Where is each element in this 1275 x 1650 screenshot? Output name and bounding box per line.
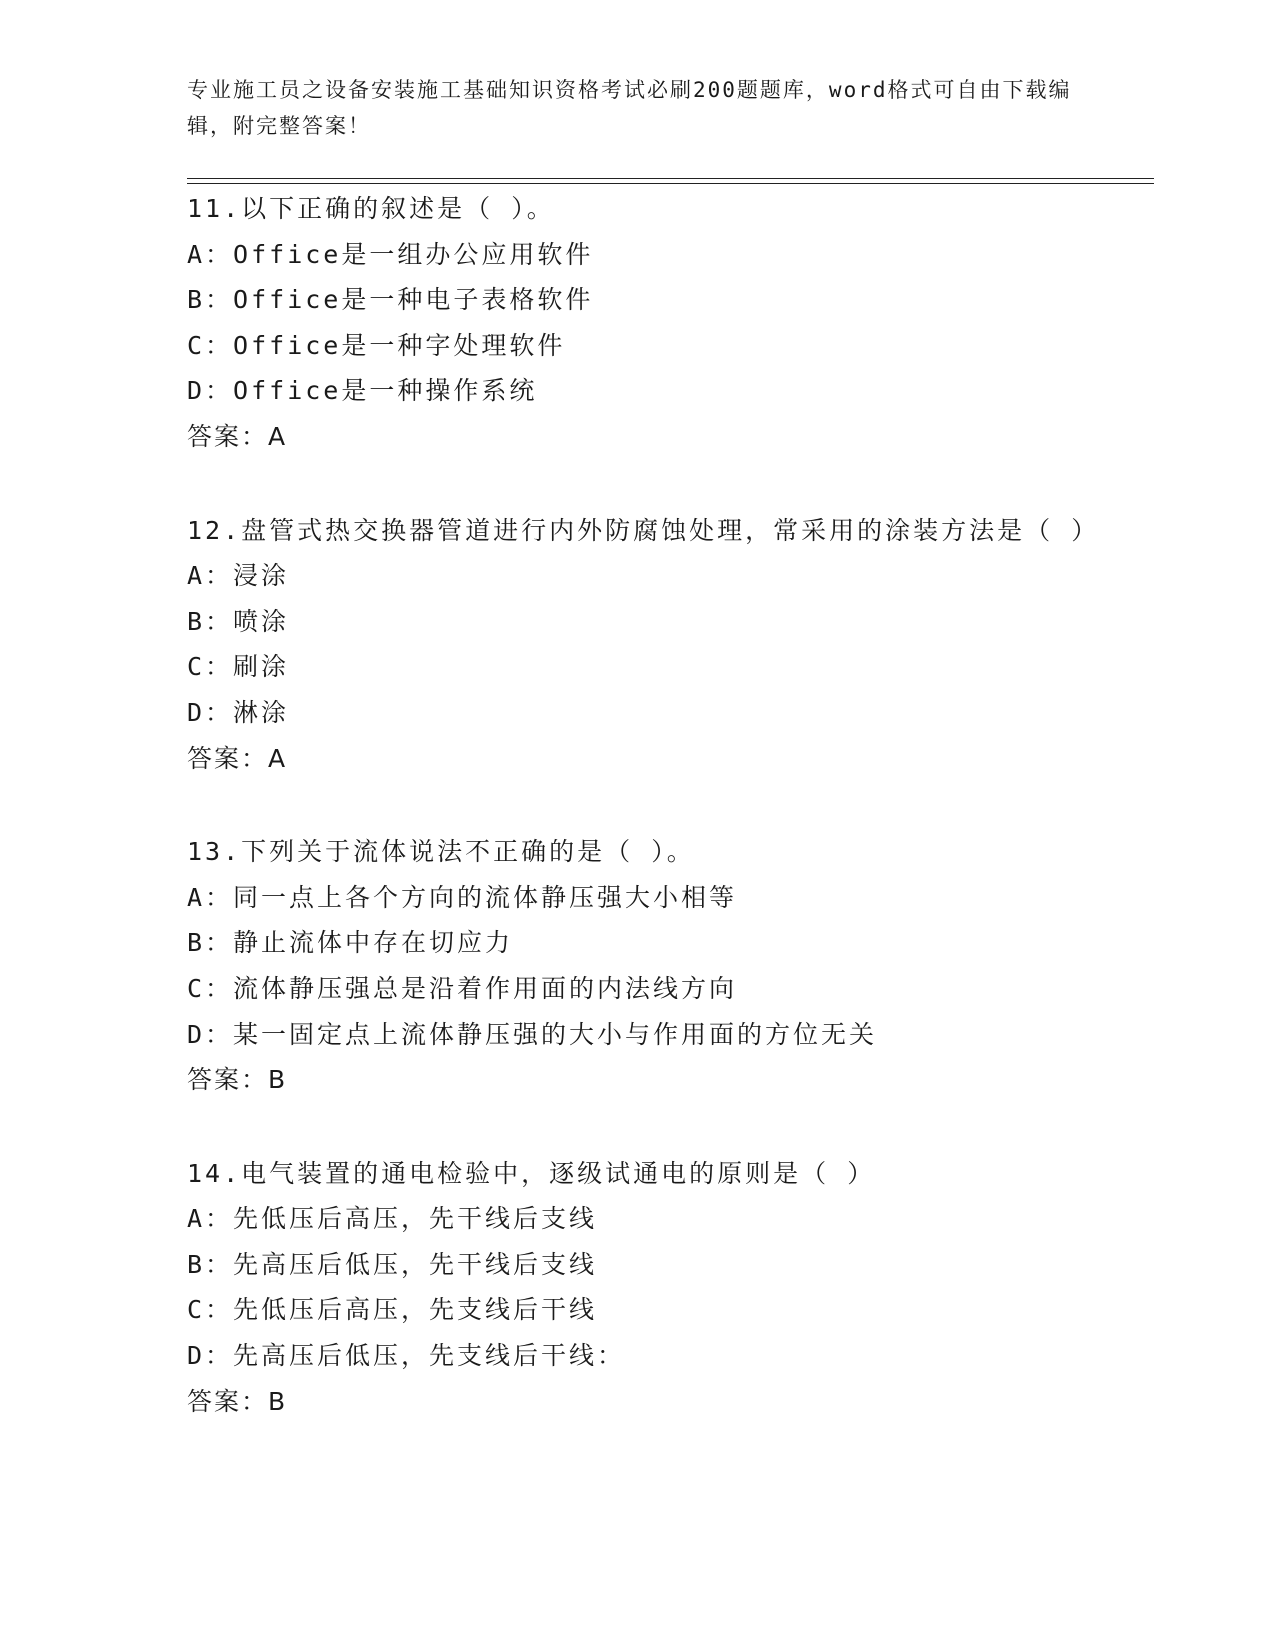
question-block	[187, 829, 1087, 1103]
question-block	[187, 1151, 1087, 1425]
answer-line: 答案：A	[187, 421, 288, 451]
answer-line: 答案：A	[187, 743, 288, 773]
option-c: C：流体静压强总是沿着作用面的内法线方向	[187, 973, 738, 1003]
header-divider	[187, 183, 1154, 184]
answer-line: 答案：B	[187, 1386, 288, 1416]
option-b: B：静止流体中存在切应力	[187, 928, 514, 958]
question-list	[187, 186, 1100, 1472]
question-block	[187, 508, 1100, 782]
option-a: A：Office是一组办公应用软件	[187, 239, 594, 269]
option-d: D：淋涂	[187, 697, 290, 727]
document-header: 专业施工员之设备安装施工基础知识资格考试必刷200题题库，word格式可自由下载编辑，附完整答案！	[187, 78, 1072, 138]
option-a: A：浸涂	[187, 561, 290, 591]
answer-line: 答案：B	[187, 1065, 288, 1095]
option-a: A：先低压后高压，先干线后支线	[187, 1204, 598, 1234]
option-c: C：刷涂	[187, 652, 290, 682]
option-d: D：Office是一种操作系统	[187, 376, 538, 406]
option-b: B：先高压后低压，先干线后支线	[187, 1249, 598, 1279]
question-stem: 12.盘管式热交换器管道进行内外防腐蚀处理，常采用的涂装方法是（ ）	[187, 515, 1100, 545]
question-block	[187, 186, 1087, 460]
option-d: D：先高压后低压，先支线后干线：	[187, 1341, 626, 1371]
question-stem: 14.电气装置的通电检验中，逐级试通电的原则是（ ）	[187, 1158, 876, 1188]
question-stem: 13.下列关于流体说法不正确的是（ ）。	[187, 837, 695, 867]
option-b: B：Office是一种电子表格软件	[187, 285, 594, 315]
option-d: D：某一固定点上流体静压强的大小与作用面的方位无关	[187, 1019, 878, 1049]
header-divider	[187, 178, 1154, 179]
option-c: C：先低压后高压，先支线后干线	[187, 1295, 598, 1325]
option-c: C：Office是一种字处理软件	[187, 330, 566, 360]
option-a: A：同一点上各个方向的流体静压强大小相等	[187, 882, 738, 912]
question-stem: 11.以下正确的叙述是（ ）。	[187, 194, 555, 223]
option-b: B：喷涂	[187, 606, 290, 636]
